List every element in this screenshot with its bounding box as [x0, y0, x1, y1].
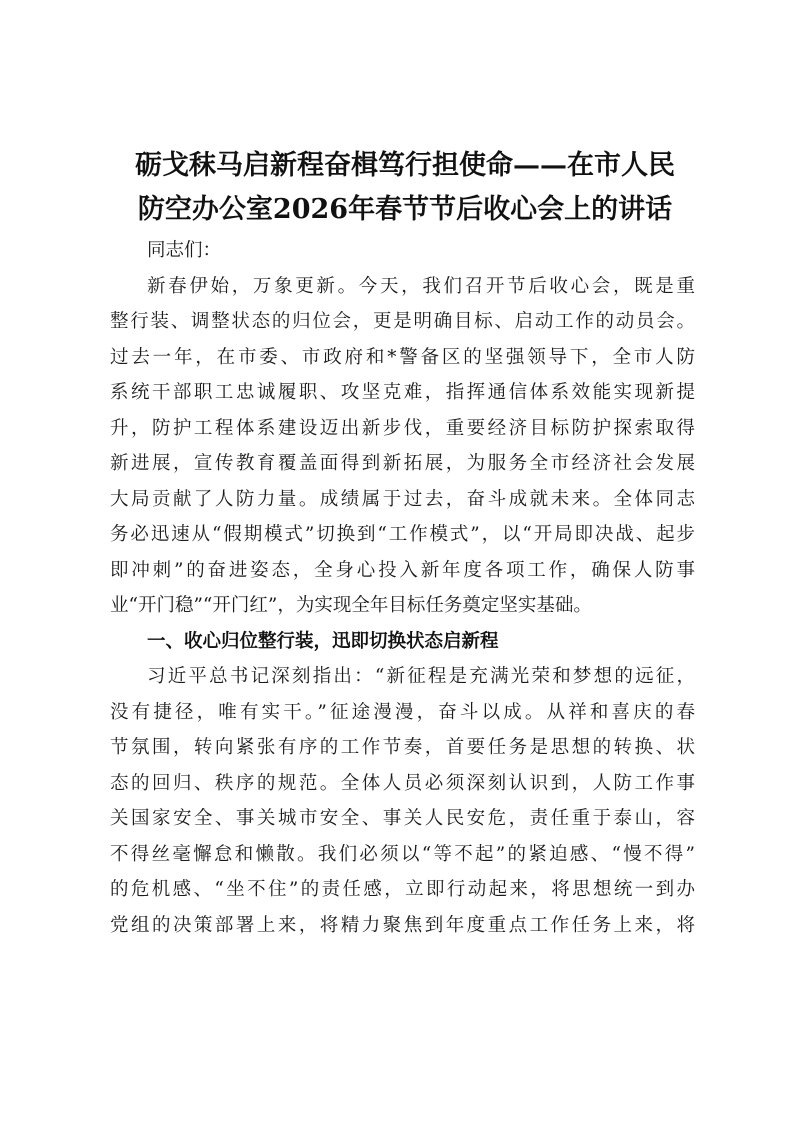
document-title: [100, 144, 710, 232]
paragraph-line: 系统干部职工忠诚履职、攻坚克难，指挥通信体系效能实现新提: [110, 382, 695, 403]
section-heading-1: 一、收心归位整行装，迅即切换状态启新程: [147, 630, 499, 652]
paragraph-line: 即冲刺”的奋进姿态，全身心投入新年度各项工作，确保人防事: [110, 559, 695, 581]
title-line-1: 砺戈秣马启新程奋楫笃行担使命——在市人民: [135, 150, 675, 181]
paragraph-line: 党组的决策部署上来，将精力聚焦到年度重点工作任务上来，将: [110, 914, 695, 936]
paragraph-line: 务必迅速从“假期模式”切换到“工作模式”，以“开局即决战、起步: [110, 524, 695, 545]
paragraph-line: 整行装、调整状态的归位会，更是明确目标、启动工作的动员会。: [110, 311, 695, 332]
paragraph-line: 态的回归、秩序的规范。全体人员必须深刻认识到，人防工作事: [110, 772, 695, 794]
paragraph-line: 业“开门稳”“开门红”，为实现全年目标任务奠定坚实基础。: [110, 595, 592, 616]
paragraph-line: 节氛围，转向紧张有序的工作节奏，首要任务是思想的转换、状: [110, 737, 695, 758]
paragraph-line: 新进展，宣传教育覆盖面得到新拓展，为服务全市经济社会发展: [110, 453, 695, 474]
greeting: 同志们：: [147, 240, 222, 261]
paragraph-line: 升，防护工程体系建设迈出新步伐，重要经济目标防护探索取得: [110, 417, 695, 439]
paragraph-line: 没有捷径，唯有实干。”征途漫漫，奋斗以成。从祥和喜庆的春: [110, 701, 695, 723]
paragraph-1: [110, 269, 695, 624]
paragraph-line: 的危机感、“坐不住”的责任感，立即行动起来，将思想统一到办: [110, 879, 695, 900]
paragraph-line: 过去一年，在市委、市政府和*警备区的坚强领导下，全市人防: [110, 346, 695, 368]
paragraph-line: 不得丝毫懈怠和懒散。我们必须以“等不起”的紧迫感、“慢不得”: [110, 843, 695, 865]
paragraph-line: 新春伊始，万象更新。今天，我们召开节后收心会，既是重: [147, 275, 695, 297]
paragraph-line: 习近平总书记深刻指出：“新征程是充满光荣和梦想的远征，: [147, 666, 695, 687]
paragraph-line: 大局贡献了人防力量。成绩属于过去，奋斗成就未来。全体同志: [110, 488, 695, 510]
paragraph-2: [110, 659, 695, 943]
paragraph-line: 关国家安全、事关城市安全、事关人民安危，责任重于泰山，容: [110, 808, 695, 829]
title-line-2: 防空办公室2026年春节节后收心会上的讲话: [137, 194, 673, 225]
document-body: [110, 233, 695, 943]
